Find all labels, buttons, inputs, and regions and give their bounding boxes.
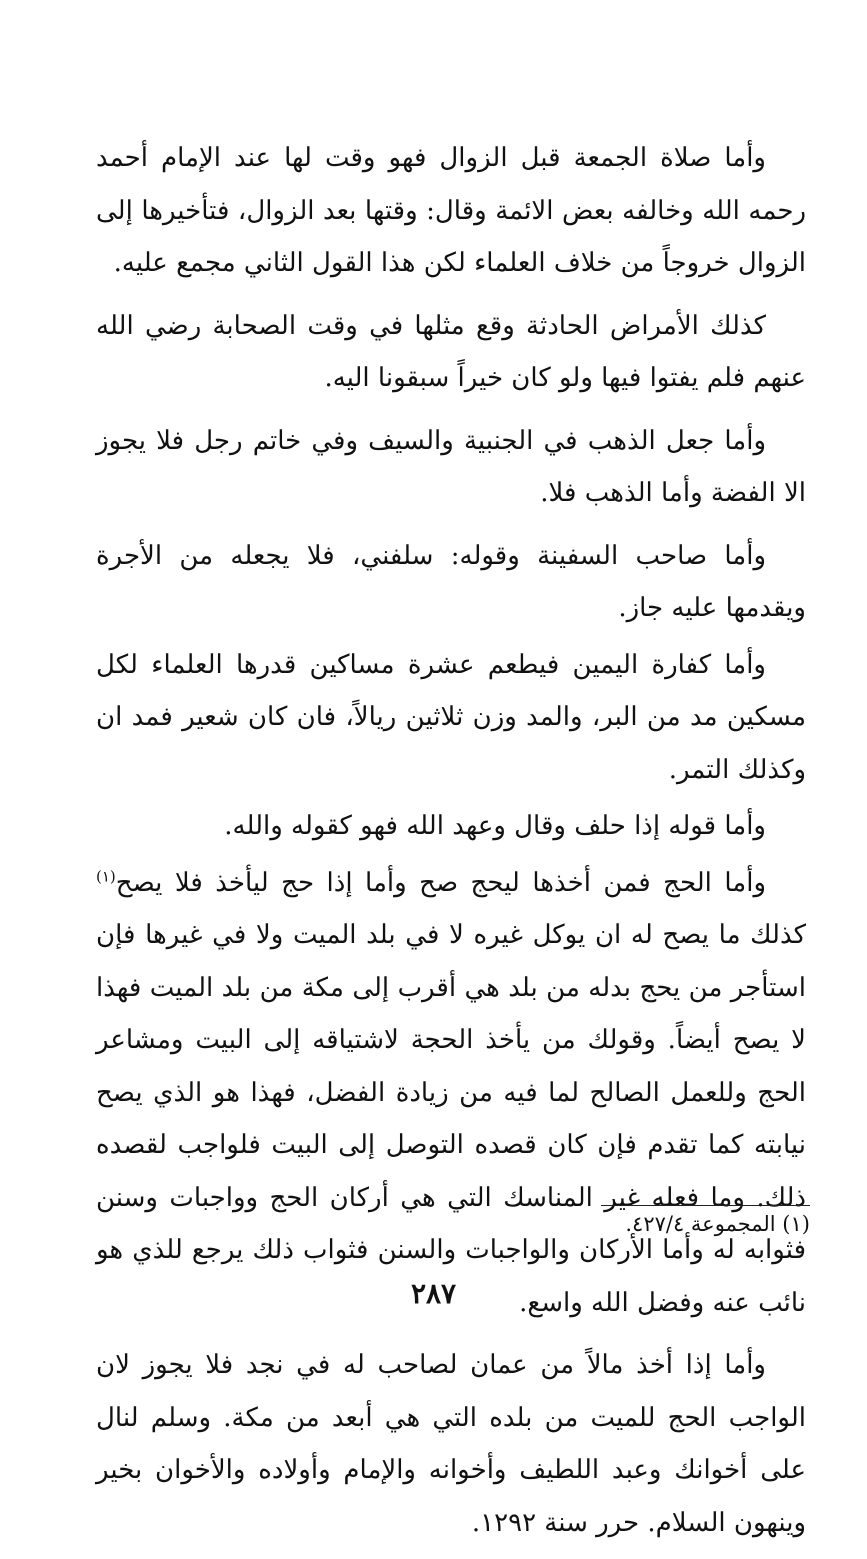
paragraph-oath-expiation: وأما كفارة اليمين فيطعم عشرة مساكين قدرها العلماء لكل مسكين مد من البر، والمد وزن ثلاثين ريالاً، فان كان شعير فمد ان وكذلك التمر. [96, 649, 806, 785]
footnote-reference: (١) [96, 866, 116, 885]
paragraph-gold-ruling: وأما جعل الذهب في الجنبية والسيف وفي خاتم رجل فلا يجوز الا الفضة وأما الذهب فلا. [96, 425, 806, 508]
paragraph-new-diseases: كذلك الأمراض الحادثة وقع مثلها في وقت الصحابة رضي الله عنهم فلم يفتوا فيها ولو كان خيراً سبقونا اليه. [96, 310, 806, 393]
paragraph-friday-prayer: وأما صلاة الجمعة قبل الزوال فهو وقت لها عند الإمام أحمد رحمه الله وخالفه بعض الائمة وقال: وقتها بعد الزوال، فتأخيرها إلى الزوال خروجاً من خلاف العلماء لكن هذا القول الثاني مجمع عليه. [96, 143, 806, 278]
page-body [96, 132, 806, 1559]
hajj-text-rest: كذلك ما يصح له ان يوكل غيره لا في بلد الميت ولا في غيرها فإن استأجر من يحج بدله من بلد هي أقرب إلى مكة من بلد الميت فهذا لا يصح أيضاً. وقولك من يأخذ الحجة لاشتياقه إلى البيت ومشاعر الحج وللعمل الصالح لما فيه من زيادة الفضل، فهذا هو الذي يصح نيابته كما تقدم فإن كان قصده التوصل إلى البيت فلواجب لقصده ذلك. وما فعله غير المناسك التي هي أركان الحج وواجبات وسنن فثوابه له وأما الأركان والواجبات والسنن فثواب ذلك يرجع للذي هو نائب عنه وفضل الله واسع. [96, 920, 807, 1318]
page-number: ٢٨٧ [410, 1277, 457, 1310]
footnote: (١) المجموعة ٤٢٧/٤. [625, 1212, 810, 1236]
paragraph-closing: وأما إذا أخذ مالاً من عمان لصاحب له في نجد فلا يجوز لان الواجب الحج للميت من بلده التي هي أبعد من مكة. وسلم لنال على أخوانك وعبد اللطيف وأخوانه والإمام وأولاده والأخوان بخير وينهون السلام. حرر سنة ١٢٩٢. [96, 1350, 806, 1538]
hajj-text-start: وأما الحج فمن أخذها ليحج صح وأما إذا حج ليأخذ فلا يصح [115, 867, 766, 898]
paragraph-ship-owner: وأما صاحب السفينة وقوله: سلفني، فلا يجعله من الأجرة ويقدمها عليه جاز. [96, 540, 806, 623]
paragraph-oath-covenant: وأما قوله إذا حلف وقال وعهد الله فهو كقوله والله. [224, 811, 766, 841]
paragraph-hajj-proxy [96, 857, 806, 1330]
